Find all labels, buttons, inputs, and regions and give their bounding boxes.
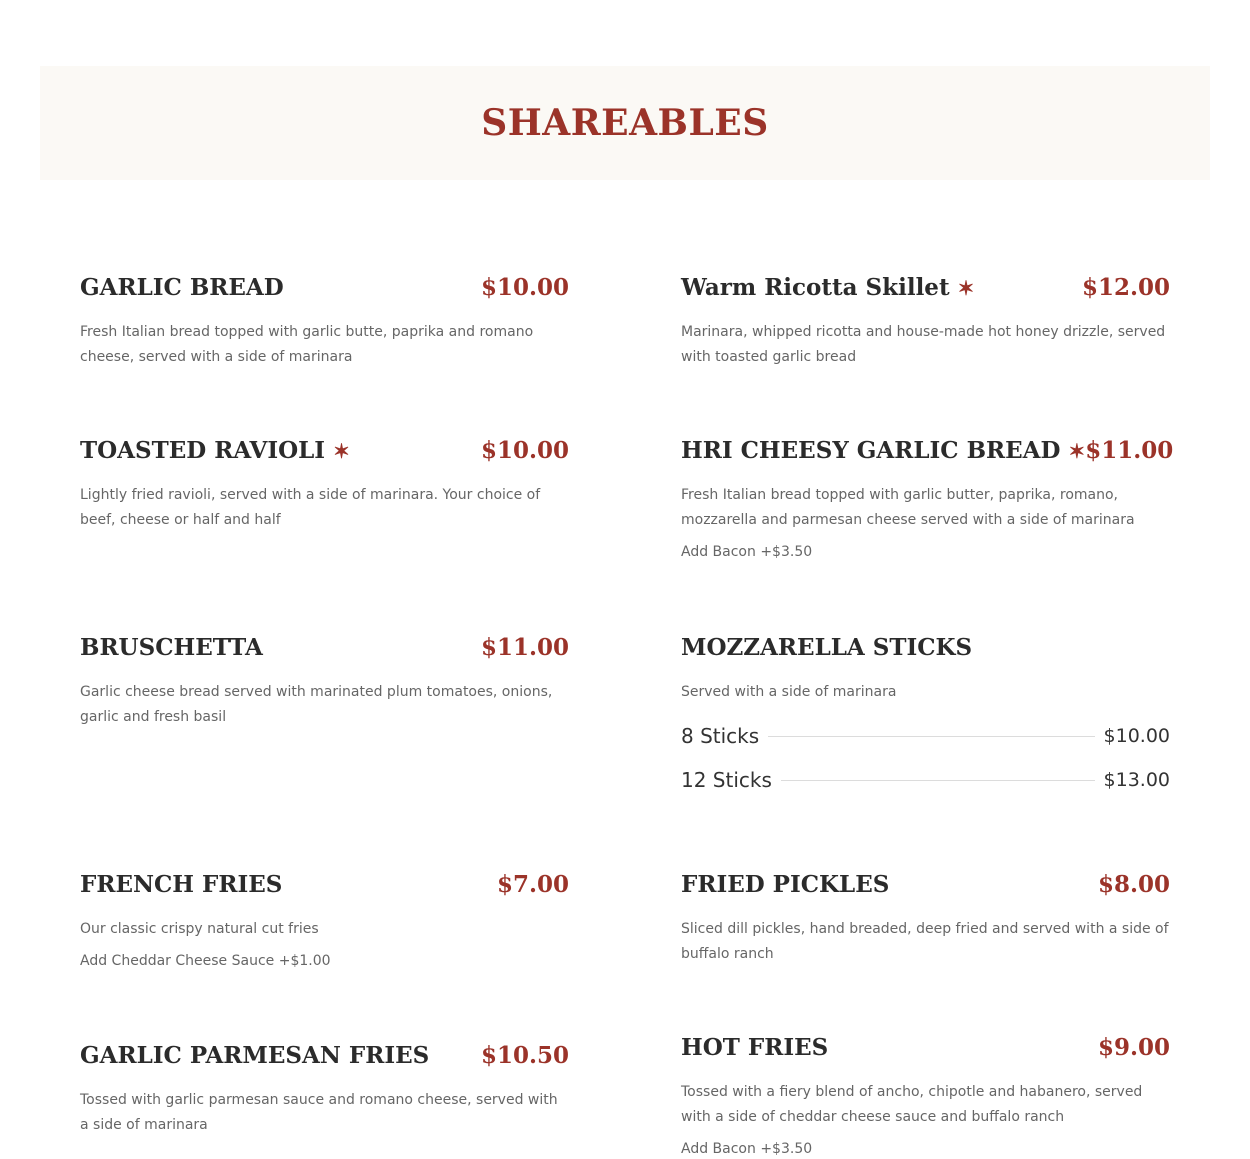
option-label: 8 Sticks	[681, 724, 760, 748]
menu-item-french-fries	[80, 867, 569, 971]
item-name: TOASTED RAVIOLI	[80, 436, 326, 464]
item-description: Lightly fried ravioli, served with a side of marinara. Your choice of beef, cheese or half and half	[80, 487, 541, 528]
item-description: Marinara, whipped ricotta and house-made hot honey drizzle, served with toasted garlic bread	[681, 324, 1166, 365]
menu-item-mozzarella-sticks	[681, 630, 1170, 793]
star-icon: ✶	[957, 275, 975, 300]
menu-item-garlic-bread	[80, 270, 569, 370]
item-name: HRI CHEESY GARLIC BREAD	[681, 436, 1061, 464]
item-name: BRUSCHETTA	[80, 633, 263, 661]
menu-item-garlic-parmesan-fries	[80, 1038, 569, 1138]
option-price: $10.00	[1103, 725, 1170, 747]
item-price: $10.50	[480, 1041, 569, 1069]
item-addon: Add Bacon +$3.50	[681, 544, 813, 560]
star-icon: ✶	[1068, 438, 1086, 463]
item-price: $7.00	[496, 870, 569, 898]
item-name: HOT FRIES	[681, 1033, 829, 1061]
menu-item-fried-pickles	[681, 867, 1170, 967]
item-price: $8.00	[1097, 870, 1170, 898]
item-price: $10.00	[480, 436, 569, 464]
item-addon: Add Bacon +$3.50	[681, 1141, 813, 1157]
item-description: Sliced dill pickles, hand breaded, deep fried and served with a side of buffalo ranch	[681, 921, 1169, 962]
section-title: SHAREABLES	[481, 102, 769, 144]
item-description: Our classic crispy natural cut fries	[80, 921, 319, 937]
item-name: FRENCH FRIES	[80, 870, 283, 898]
item-price: $9.00	[1097, 1033, 1170, 1061]
item-name: GARLIC PARMESAN FRIES	[80, 1041, 430, 1069]
menu-item-hri-cheesy-garlic-bread	[681, 433, 1174, 562]
item-name: MOZZARELLA STICKS	[681, 633, 973, 661]
star-icon: ✶	[333, 438, 350, 463]
leader-line	[781, 780, 1095, 781]
option-label: 12 Sticks	[681, 768, 772, 792]
section-banner	[40, 66, 1210, 180]
item-name: FRIED PICKLES	[681, 870, 890, 898]
menu-item-bruschetta	[80, 630, 569, 730]
item-description: Fresh Italian bread topped with garlic butter, paprika, romano, mozzarella and parmesan cheese served with a side of marinara	[681, 487, 1135, 528]
item-price: $11.00	[1085, 436, 1174, 464]
menu-item-hot-fries	[681, 1030, 1170, 1159]
size-option	[681, 767, 1170, 793]
item-description: Garlic cheese bread served with marinated plum tomatoes, onions, garlic and fresh basil	[80, 684, 553, 725]
item-price: $12.00	[1081, 273, 1170, 301]
item-price: $10.00	[480, 273, 569, 301]
item-description: Tossed with garlic parmesan sauce and romano cheese, served with a side of marinara	[80, 1092, 558, 1133]
leader-line	[768, 736, 1094, 737]
item-name: GARLIC BREAD	[80, 273, 284, 301]
menu-item-toasted-ravioli	[80, 433, 569, 533]
item-addon: Add Cheddar Cheese Sauce +$1.00	[80, 953, 331, 969]
item-name: Warm Ricotta Skillet	[681, 273, 950, 301]
menu-item-warm-ricotta-skillet	[681, 270, 1170, 370]
size-option	[681, 723, 1170, 749]
option-price: $13.00	[1103, 769, 1170, 791]
item-price: $11.00	[480, 633, 569, 661]
item-description: Tossed with a fiery blend of ancho, chipotle and habanero, served with a side of cheddar cheese sauce and buffalo ranch	[681, 1084, 1143, 1125]
item-description: Served with a side of marinara	[681, 684, 897, 700]
item-description: Fresh Italian bread topped with garlic butte, paprika and romano cheese, served with a side of marinara	[80, 324, 534, 365]
